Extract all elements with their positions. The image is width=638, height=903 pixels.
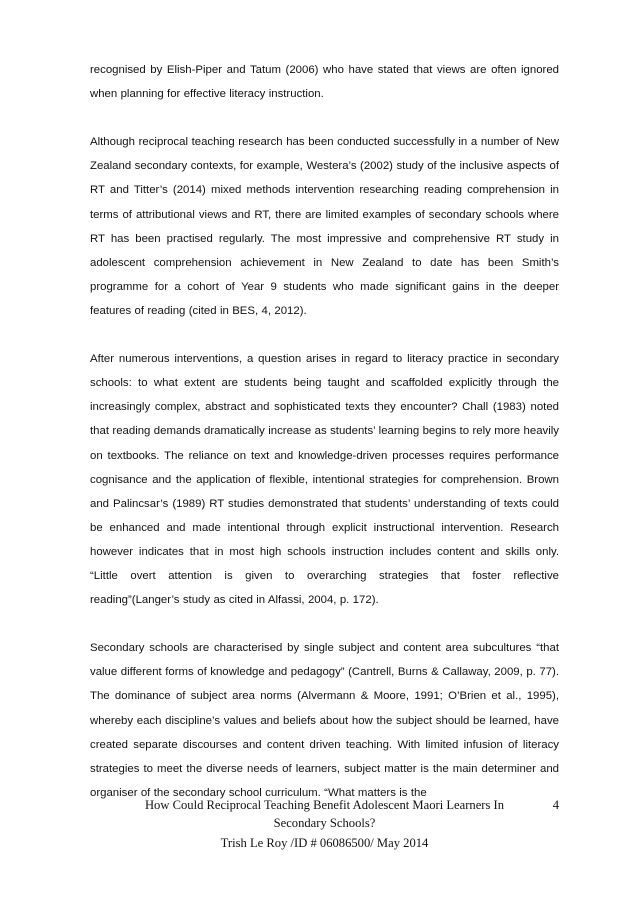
footer-author-line: Trish Le Roy /ID # 06086500/ May 2014 <box>220 836 429 850</box>
footer-title-line-2: Secondary Schools? <box>273 816 376 830</box>
paragraph-secondary-school-subcultures: Secondary schools are characterised by single subject and content area subcultures “that value different forms of knowledge and pedagogy” (Cantrell, Burns & Callaway, 2009, p. 77). The dominance of subject area norms (Alvermann & Moore, 1991; O’Brien et al., 1995), whereby each discipline’s values and beliefs about how the subject should be learned, have created separate discourses and content driven teaching. With limited infusion of literacy strategies to meet the diverse needs of learners, subject matter is the main determiner and organiser of the secondary school curriculum. “What matters is the <box>90 642 559 799</box>
page-number: 4 <box>552 798 559 812</box>
footer-title-line-1: How Could Reciprocal Teaching Benefit Adolescent Maori Learners In <box>144 798 505 812</box>
paragraph-continuation: recognised by Elish-Piper and Tatum (2006) who have stated that views are often ignored when planning for effective literacy instruction. <box>90 64 559 101</box>
paragraph-literacy-practice-question: After numerous interventions, a question arises in regard to literacy practice in secondary schools: to what extent are students being taught and scaffolded explicitly through the increasingly complex, abstract and sophisticated texts they encounter? Chall (1983) noted that reading demands dramatically increase as students’ learning begins to rely more heavily on textbooks. The reliance on text and knowledge-driven processes requires performance cognisance and the application of flexible, intentional strategies for comprehension. Brown and Palincsar’s (1989) RT studies demonstrated that students’ understanding of texts could be enhanced and made intentional through explicit instructional intervention. Research however indicates that in most high schools instruction includes content and skills only. “Little overt attention is given to overarching strategies that foster reflective reading”(Langer’s study as cited in Alfassi, 2004, p. 172). <box>90 353 559 607</box>
body-text <box>90 58 559 805</box>
footer-title <box>90 796 559 832</box>
paragraph-reciprocal-teaching-research: Although reciprocal teaching research has been conducted successfully in a number of New Zealand secondary contexts, for example, Westera’s (2002) study of the inclusive aspects of RT and Titter’s (2014) mixed methods intervention researching reading comprehension in terms of attributional views and RT, there are limited examples of secondary schools where RT has been practised regularly. The most impressive and comprehensive RT study in adolescent comprehension achievement in New Zealand to date has been Smith’s programme for a cohort of Year 9 students who made significant gains in the deeper features of reading (cited in BES, 4, 2012). <box>90 136 559 317</box>
